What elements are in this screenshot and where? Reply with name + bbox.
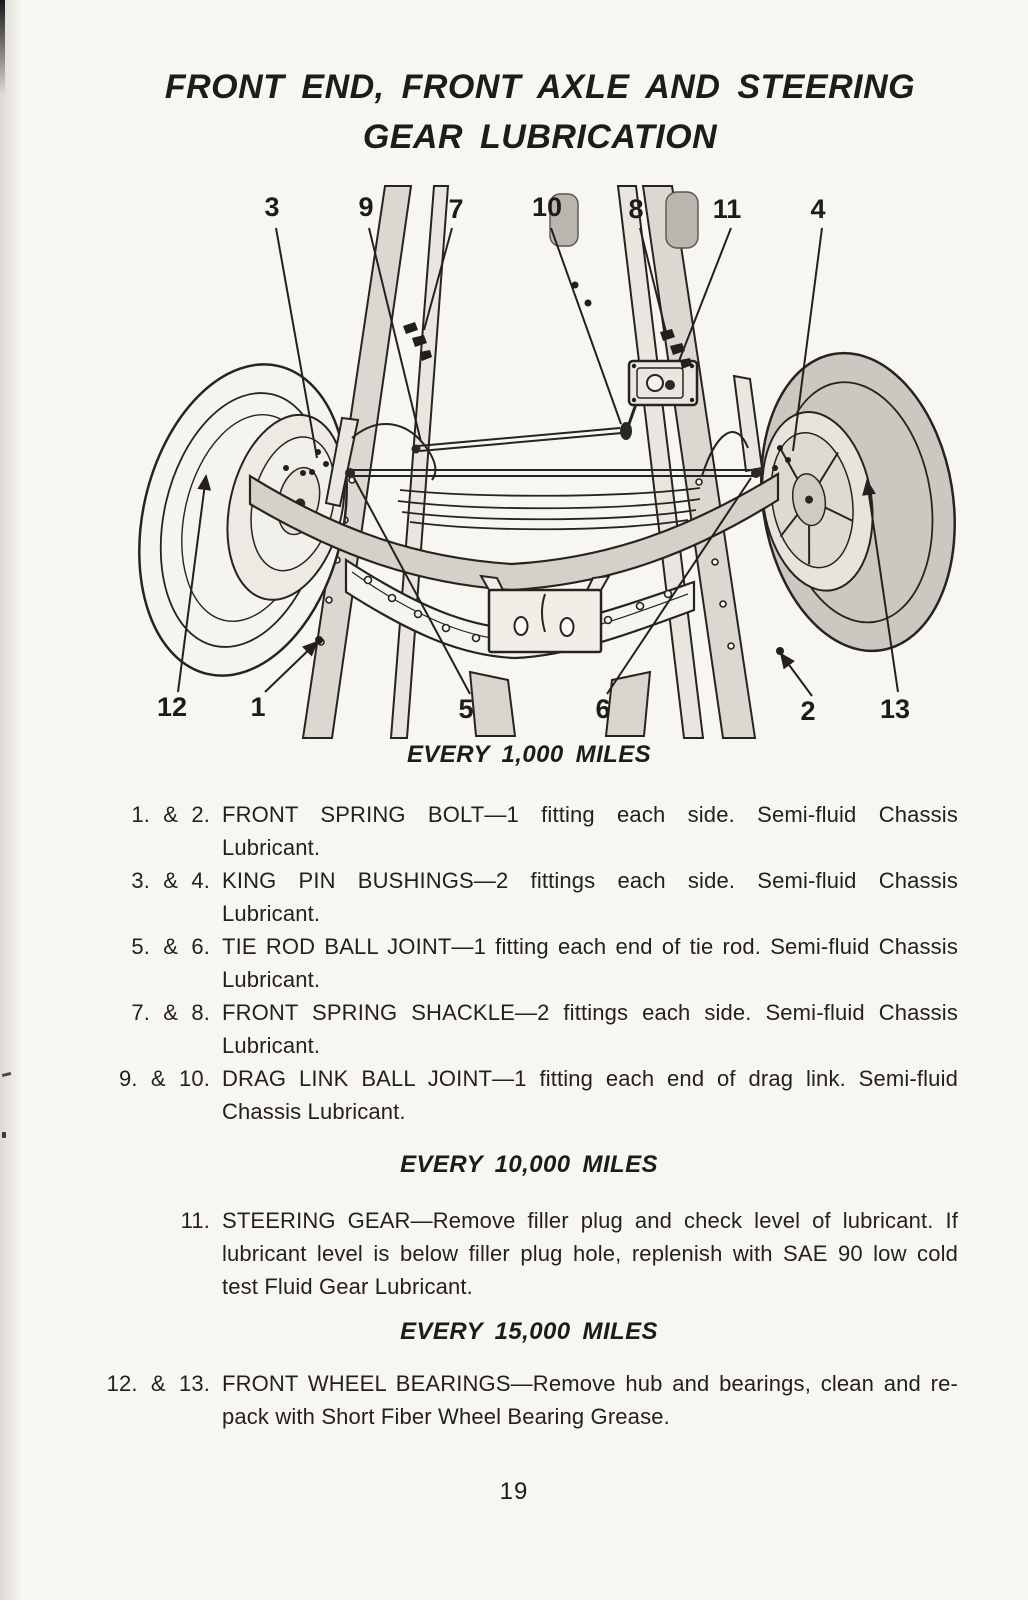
lube-item-line: DRAG LINK BALL JOINT—1 fitting each end of drag link. Semi-fluid (222, 1066, 958, 1091)
interval-heading: EVERY 15,000 MILES (400, 1318, 658, 1345)
lube-item-line: TIE ROD BALL JOINT—1 fitting each end of tie rod. Semi-fluid Chassis (222, 934, 958, 959)
spring-rear-brackets (470, 672, 650, 736)
drag-link (412, 404, 637, 454)
lube-item-text (222, 1367, 958, 1433)
interval-heading: EVERY 10,000 MILES (400, 1151, 658, 1178)
lube-item-line: FRONT SPRING SHACKLE—2 fittings each side. Semi-fluid Chassis (222, 1000, 958, 1025)
lube-item-number: 12. & 13. (106, 1371, 210, 1396)
lubrication-sections (100, 740, 958, 1433)
interval-heading: EVERY 1,000 MILES (406, 741, 652, 768)
lube-item-number: 5. & 6. (131, 934, 210, 959)
callout-line-2 (781, 654, 812, 696)
lube-item (100, 1367, 958, 1433)
callout-number-11: 11 (712, 194, 742, 224)
page-number: 19 (499, 1478, 529, 1505)
lube-item-line: FRONT WHEEL BEARINGS—Remove hub and bearings, clean and re- (222, 1371, 958, 1396)
lube-item-text (222, 930, 958, 996)
lube-item (100, 1204, 958, 1303)
lube-item-line: test Fluid Gear Lubricant. (222, 1274, 473, 1299)
lube-item-line: STEERING GEAR—Remove filler plug and check level of lubricant. If (222, 1208, 958, 1233)
page-title-line1: FRONT END, FRONT AXLE AND STEERING (164, 68, 916, 106)
lube-item-line: Lubricant. (222, 1033, 321, 1058)
scan-speck (2, 1132, 6, 1138)
lube-item (100, 798, 958, 864)
lube-item-number: 7. & 8. (131, 1000, 210, 1025)
lube-item-number: 9. & 10. (118, 1066, 210, 1091)
lube-item-line: Chassis Lubricant. (222, 1099, 406, 1124)
callout-number-9: 9 (358, 192, 374, 222)
lube-item-line: KING PIN BUSHINGS—2 fittings each side. Semi-fluid Chassis (222, 868, 958, 893)
lube-item-number: 3. & 4. (131, 868, 210, 893)
callout-number-5: 5 (458, 694, 474, 724)
lube-item-line: pack with Short Fiber Wheel Bearing Grease. (222, 1404, 670, 1429)
lube-item-text (222, 996, 958, 1062)
callout-number-4: 4 (810, 194, 826, 224)
steering-gear-box (629, 361, 697, 405)
callout-number-12: 12 (156, 692, 188, 722)
lube-item-text (222, 1204, 958, 1303)
lube-item-text (222, 864, 958, 930)
callout-number-7: 7 (448, 194, 464, 224)
lube-item-line: lubricant level is below filler plug hole, replenish with SAE 90 low cold (222, 1241, 958, 1266)
interval-section (100, 1150, 958, 1303)
callout-number-1: 1 (250, 692, 266, 722)
lube-item (100, 930, 958, 996)
callout-number-2: 2 (800, 696, 816, 726)
lube-item-number: 11. (180, 1208, 210, 1233)
scan-artifact-corner (0, 0, 5, 95)
axle-diagram-figure (0, 180, 1028, 745)
lube-item-line: Lubricant. (222, 835, 321, 860)
lube-item-line: Lubricant. (222, 901, 321, 926)
lube-item-number: 1. & 2. (131, 802, 210, 827)
callout-number-10: 10 (531, 192, 563, 222)
lube-item (100, 864, 958, 930)
lube-item-line: FRONT SPRING BOLT—1 fitting each side. Semi-fluid Chassis (222, 802, 958, 827)
page-title (52, 62, 1028, 162)
lube-item (100, 996, 958, 1062)
axle-diagram (0, 180, 1028, 745)
interval-section (100, 1317, 958, 1433)
callout-number-3: 3 (264, 192, 280, 222)
page-title-line2: GEAR LUBRICATION (362, 118, 718, 156)
callout-number-13: 13 (879, 694, 911, 724)
callout-number-8: 8 (628, 194, 644, 224)
lube-item-line: Lubricant. (222, 967, 321, 992)
callout-line-10 (551, 228, 621, 424)
lube-item-text (222, 798, 958, 864)
lube-item-text (222, 1062, 958, 1128)
lube-item (100, 1062, 958, 1128)
interval-section (100, 740, 958, 1128)
callout-number-6: 6 (595, 694, 611, 724)
